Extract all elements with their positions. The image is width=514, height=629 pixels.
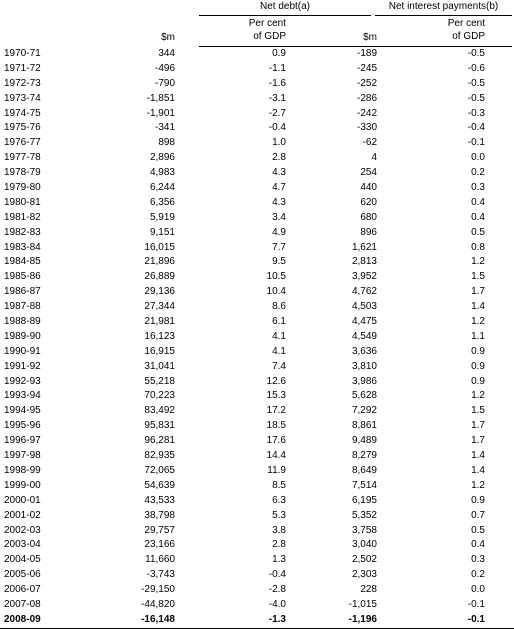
table-body — [0, 47, 514, 629]
net-debt-pct-cell: 1.0 — [272, 137, 286, 149]
net-interest-cell: 8,861 — [351, 420, 377, 432]
net-interest-pct-cell: 0.0 — [471, 152, 485, 164]
net-interest-pct-cell: 1.2 — [471, 390, 485, 402]
year-cell: 1970-71 — [4, 48, 41, 59]
net-interest-cell: 5,352 — [351, 509, 377, 521]
net-debt-pct-cell: 4.3 — [272, 196, 286, 208]
net-interest-pct-cell: 1.7 — [471, 435, 485, 447]
table-row — [0, 464, 514, 479]
year-cell: 1991-92 — [4, 360, 41, 372]
net-interest-pct-cell: -0.1 — [467, 137, 485, 149]
net-debt-pct-cell: 10.4 — [266, 286, 286, 298]
year-cell: 1980-81 — [4, 196, 41, 208]
year-cell: 1976-77 — [4, 137, 41, 149]
net-debt-cell: -16,148 — [141, 613, 175, 625]
table-row — [0, 226, 514, 241]
net-interest-cell: -245 — [356, 62, 377, 74]
net-debt-cell: 23,166 — [144, 539, 175, 551]
year-cell: 2000-01 — [4, 494, 41, 506]
net-debt-cell: 6,244 — [149, 182, 175, 194]
table-row — [0, 598, 514, 613]
net-debt-cell: 55,218 — [144, 375, 175, 387]
year-cell: 1974-75 — [4, 107, 41, 119]
net-debt-cell: -29,150 — [141, 584, 175, 596]
net-interest-pct-cell: 1.2 — [471, 316, 485, 328]
net-debt-cell: 96,281 — [144, 435, 175, 447]
net-debt-cell: 38,798 — [144, 509, 175, 521]
net-debt-pct-cell: 3.8 — [272, 524, 286, 536]
net-interest-cell: 8,649 — [351, 464, 377, 476]
net-interest-pct-cell: 0.9 — [471, 345, 485, 357]
net-debt-pct-cell: 10.5 — [266, 271, 286, 283]
net-debt-pct-cell: 4.9 — [272, 226, 286, 238]
net-debt-pct-cell: 17.6 — [266, 435, 286, 447]
year-cell: 1981-82 — [4, 211, 41, 223]
net-debt-pct-cell: 7.4 — [272, 360, 286, 372]
net-debt-cell: 95,831 — [144, 420, 175, 432]
net-debt-cell: 70,223 — [144, 390, 175, 402]
net-interest-pct-cell: -0.5 — [467, 92, 485, 104]
year-cell: 2002-03 — [4, 524, 41, 536]
net-interest-cell: -286 — [356, 92, 377, 104]
debt-pct-header — [249, 17, 286, 43]
net-debt-cell: 21,896 — [144, 256, 175, 268]
year-cell: 1983-84 — [4, 241, 41, 253]
net-interest-cell: 3,952 — [351, 271, 377, 283]
net-interest-cell: 3,810 — [351, 360, 377, 372]
table-row — [0, 360, 514, 375]
net-interest-pct-cell: -0.5 — [467, 77, 485, 89]
net-debt-cell: 31,041 — [144, 360, 175, 372]
net-debt-pct-cell: 2.8 — [272, 539, 286, 551]
net-interest-pct-cell: 1.4 — [471, 450, 485, 462]
net-debt-cell: 26,889 — [144, 271, 175, 283]
table-row — [0, 419, 514, 434]
net-interest-pct-cell: 0.3 — [471, 182, 485, 194]
net-debt-cell: 72,065 — [144, 464, 175, 476]
net-interest-pct-cell: 1.4 — [471, 301, 485, 313]
net-interest-pct-cell: -0.6 — [467, 62, 485, 74]
net-debt-pct-cell: 15.3 — [266, 390, 286, 402]
net-debt-cell: 344 — [158, 48, 175, 59]
net-interest-cell: 2,813 — [351, 256, 377, 268]
year-cell: 1996-97 — [4, 435, 41, 447]
table-row — [0, 255, 514, 270]
net-debt-pct-cell: 8.5 — [272, 479, 286, 491]
net-interest-pct-cell: -0.3 — [467, 107, 485, 119]
net-interest-pct-cell: 0.2 — [471, 167, 485, 179]
table-row — [0, 47, 514, 62]
net-debt-cell: 82,935 — [144, 450, 175, 462]
debt-unit-header: $m — [161, 32, 175, 43]
year-cell: 1971-72 — [4, 62, 41, 74]
net-interest-cell: 620 — [360, 196, 377, 208]
net-debt-cell: -341 — [154, 122, 175, 134]
interest-unit-header: $m — [363, 32, 377, 43]
net-interest-cell: 5,628 — [351, 390, 377, 402]
net-interest-pct-cell: 0.9 — [471, 375, 485, 387]
net-debt-cell: 21,981 — [144, 316, 175, 328]
net-debt-pct-cell: -2.7 — [268, 107, 286, 119]
table-row — [0, 211, 514, 226]
net-debt-cell: 6,356 — [149, 196, 175, 208]
net-interest-cell: 3,636 — [351, 345, 377, 357]
net-debt-pct-cell: -3.1 — [268, 92, 286, 104]
net-debt-cell: 4,983 — [149, 167, 175, 179]
net-debt-pct-cell: -1.3 — [268, 613, 286, 625]
net-debt-pct-cell: -0.4 — [268, 122, 286, 134]
net-interest-cell: 680 — [360, 211, 377, 223]
table-row — [0, 62, 514, 77]
net-debt-pct-cell: -2.8 — [268, 584, 286, 596]
net-debt-pct-cell: 18.5 — [266, 420, 286, 432]
year-cell: 2001-02 — [4, 509, 41, 521]
net-debt-pct-cell: -0.4 — [268, 569, 286, 581]
net-debt-pct-cell: 1.3 — [272, 554, 286, 566]
net-interest-pct-cell: -0.5 — [467, 48, 485, 59]
net-interest-cell: 4,762 — [351, 286, 377, 298]
table-row — [0, 404, 514, 419]
net-interest-pct-cell: 0.4 — [471, 196, 485, 208]
year-cell: 1972-73 — [4, 77, 41, 89]
net-debt-pct-cell: 12.6 — [266, 375, 286, 387]
year-cell: 1986-87 — [4, 286, 41, 298]
net-debt-pct-cell: 5.3 — [272, 509, 286, 521]
interest-pct-header — [448, 17, 485, 43]
table-row — [0, 345, 514, 360]
net-debt-pct-cell: 17.2 — [266, 405, 286, 417]
table-row — [0, 136, 514, 151]
net-interest-pct-cell: 1.2 — [471, 479, 485, 491]
net-debt-cell: 54,639 — [144, 479, 175, 491]
table-row — [0, 538, 514, 553]
year-cell: 2007-08 — [4, 598, 41, 610]
net-debt-pct-cell: -1.6 — [268, 77, 286, 89]
net-debt-pct-cell: -4.0 — [268, 598, 286, 610]
year-cell: 1979-80 — [4, 182, 41, 194]
net-debt-group-header: Net debt(a) — [199, 0, 371, 16]
year-cell: 1985-86 — [4, 271, 41, 283]
net-interest-cell: 1,621 — [351, 241, 377, 253]
year-cell: 1978-79 — [4, 167, 41, 179]
table-row — [0, 77, 514, 92]
year-cell: 1993-94 — [4, 390, 41, 402]
net-debt-cell: -1,901 — [146, 107, 175, 119]
net-interest-pct-cell: 0.2 — [471, 569, 485, 581]
net-interest-pct-cell: 0.8 — [471, 241, 485, 253]
net-interest-cell: 896 — [360, 226, 377, 238]
year-cell: 1988-89 — [4, 316, 41, 328]
table-row — [0, 107, 514, 122]
net-debt-cell: -1,851 — [146, 92, 175, 104]
year-cell: 1987-88 — [4, 301, 41, 313]
net-interest-cell: -252 — [356, 77, 377, 89]
net-interest-group-header: Net interest payments(b) — [375, 0, 512, 16]
net-debt-cell: 16,123 — [144, 330, 175, 342]
net-interest-cell: 4,503 — [351, 301, 377, 313]
net-debt-cell: 9,151 — [149, 226, 175, 238]
net-interest-cell: 440 — [360, 182, 377, 194]
net-debt-pct-cell: -1.1 — [268, 62, 286, 74]
net-debt-pct-cell: 4.1 — [272, 330, 286, 342]
net-interest-cell: 6,195 — [351, 494, 377, 506]
year-cell: 2005-06 — [4, 569, 41, 581]
year-cell: 1973-74 — [4, 92, 41, 104]
net-interest-cell: 228 — [360, 584, 377, 596]
net-debt-cell: 29,757 — [144, 524, 175, 536]
net-debt-pct-cell: 7.7 — [272, 241, 286, 253]
table-row — [0, 270, 514, 285]
year-cell: 1982-83 — [4, 226, 41, 238]
year-cell: 2004-05 — [4, 554, 41, 566]
year-cell: 2003-04 — [4, 539, 41, 551]
net-interest-cell: 7,292 — [351, 405, 377, 417]
net-debt-cell: -790 — [154, 77, 175, 89]
net-interest-cell: -62 — [362, 137, 377, 149]
net-interest-pct-cell: 1.5 — [471, 405, 485, 417]
table-row — [0, 241, 514, 256]
net-interest-pct-cell: 0.5 — [471, 226, 485, 238]
year-cell: 1999-00 — [4, 479, 41, 491]
net-debt-cell: 27,344 — [144, 301, 175, 313]
net-interest-cell: 2,303 — [351, 569, 377, 581]
table-row — [0, 524, 514, 539]
year-cell: 1992-93 — [4, 375, 41, 387]
net-debt-pct-cell: 14.4 — [266, 450, 286, 462]
year-cell: 1998-99 — [4, 464, 41, 476]
table-row — [0, 583, 514, 598]
net-interest-pct-cell: 1.5 — [471, 271, 485, 283]
net-debt-cell: 11,660 — [145, 554, 175, 566]
net-debt-pct-cell: 11.9 — [267, 464, 286, 476]
net-interest-cell: 3,040 — [351, 539, 377, 551]
year-cell: 1975-76 — [4, 122, 41, 134]
net-interest-pct-cell: 1.2 — [471, 256, 485, 268]
net-interest-cell: 9,489 — [351, 435, 377, 447]
net-interest-cell: 4,475 — [351, 316, 377, 328]
net-interest-cell: -189 — [356, 48, 377, 59]
net-interest-pct-cell: -0.1 — [467, 598, 485, 610]
table-row — [0, 389, 514, 404]
year-cell: 1994-95 — [4, 405, 41, 417]
net-debt-pct-cell: 0.9 — [272, 48, 286, 59]
table-row — [0, 285, 514, 300]
net-debt-pct-cell: 8.6 — [272, 301, 286, 313]
table-row — [0, 434, 514, 449]
year-cell: 1997-98 — [4, 450, 41, 462]
net-debt-cell: 16,915 — [144, 345, 175, 357]
net-interest-pct-cell: 0.4 — [471, 539, 485, 551]
table-row — [0, 375, 514, 390]
net-interest-pct-cell: 0.3 — [471, 554, 485, 566]
net-interest-pct-cell: 1.1 — [471, 330, 485, 342]
interest-pct-header-line1: Per cent — [447, 18, 485, 29]
net-interest-cell: 3,986 — [351, 375, 377, 387]
net-debt-cell: 2,896 — [149, 152, 175, 164]
net-debt-pct-cell: 6.1 — [272, 316, 286, 328]
year-cell: 1989-90 — [4, 330, 41, 342]
net-debt-pct-cell: 2.8 — [272, 152, 286, 164]
interest-pct-header-line2: of GDP — [452, 31, 485, 42]
table-row — [0, 330, 514, 345]
net-interest-pct-cell: 0.9 — [471, 360, 485, 372]
table-row — [0, 613, 514, 629]
net-interest-cell: 7,514 — [351, 479, 377, 491]
net-interest-cell: -242 — [356, 107, 377, 119]
net-debt-cell: 16,015 — [144, 241, 175, 253]
table-row — [0, 92, 514, 107]
net-interest-pct-cell: 0.7 — [471, 509, 485, 521]
net-debt-cell: -496 — [154, 62, 175, 74]
net-interest-cell: 4,549 — [351, 330, 377, 342]
net-debt-pct-cell: 6.3 — [272, 494, 286, 506]
debt-pct-header-line1: Per cent — [248, 18, 286, 29]
table-row — [0, 553, 514, 568]
table-row — [0, 449, 514, 464]
net-debt-cell: 5,919 — [149, 211, 175, 223]
net-debt-cell: 43,533 — [144, 494, 175, 506]
net-debt-cell: 29,136 — [144, 286, 175, 298]
net-debt-cell: -44,820 — [141, 598, 175, 610]
net-interest-cell: 4 — [371, 152, 377, 164]
year-cell: 2008-09 — [4, 613, 41, 625]
net-interest-pct-cell: 0.9 — [471, 494, 485, 506]
net-interest-pct-cell: -0.4 — [467, 122, 485, 134]
net-interest-pct-cell: -0.1 — [467, 613, 485, 625]
net-interest-cell: -1,196 — [348, 613, 377, 625]
net-interest-pct-cell: 1.4 — [471, 464, 485, 476]
year-cell: 1990-91 — [4, 345, 41, 357]
debt-pct-header-line2: of GDP — [253, 31, 286, 42]
net-interest-cell: 2,502 — [351, 554, 377, 566]
table-row — [0, 166, 514, 181]
net-interest-cell: -1,015 — [348, 598, 377, 610]
net-debt-pct-cell: 4.7 — [272, 182, 286, 194]
net-debt-pct-cell: 4.1 — [272, 345, 286, 357]
year-cell: 2006-07 — [4, 584, 41, 596]
net-debt-pct-cell: 9.5 — [272, 256, 286, 268]
table-row — [0, 568, 514, 583]
net-interest-cell: -330 — [356, 122, 377, 134]
table-row — [0, 300, 514, 315]
net-interest-pct-cell: 0.5 — [471, 524, 485, 536]
net-debt-cell: 83,492 — [144, 405, 175, 417]
net-interest-cell: 8,279 — [351, 450, 377, 462]
year-cell: 1995-96 — [4, 420, 41, 432]
table-row — [0, 121, 514, 136]
table-row — [0, 315, 514, 330]
net-interest-pct-cell: 0.4 — [471, 211, 485, 223]
net-debt-pct-cell: 3.4 — [272, 211, 286, 223]
year-cell: 1984-85 — [4, 256, 41, 268]
table-row — [0, 151, 514, 166]
net-interest-cell: 3,758 — [351, 524, 377, 536]
net-debt-cell: 898 — [158, 137, 175, 149]
net-interest-pct-cell: 1.7 — [471, 286, 485, 298]
table-row — [0, 181, 514, 196]
net-interest-pct-cell: 1.7 — [471, 420, 485, 432]
net-debt-pct-cell: 4.3 — [272, 167, 286, 179]
year-cell: 1977-78 — [4, 152, 41, 164]
net-interest-cell: 254 — [360, 167, 377, 179]
table-row — [0, 479, 514, 494]
net-debt-cell: -3,743 — [146, 569, 175, 581]
table-row — [0, 494, 514, 509]
table-row — [0, 196, 514, 211]
net-interest-pct-cell: 0.0 — [471, 584, 485, 596]
table-row — [0, 509, 514, 524]
